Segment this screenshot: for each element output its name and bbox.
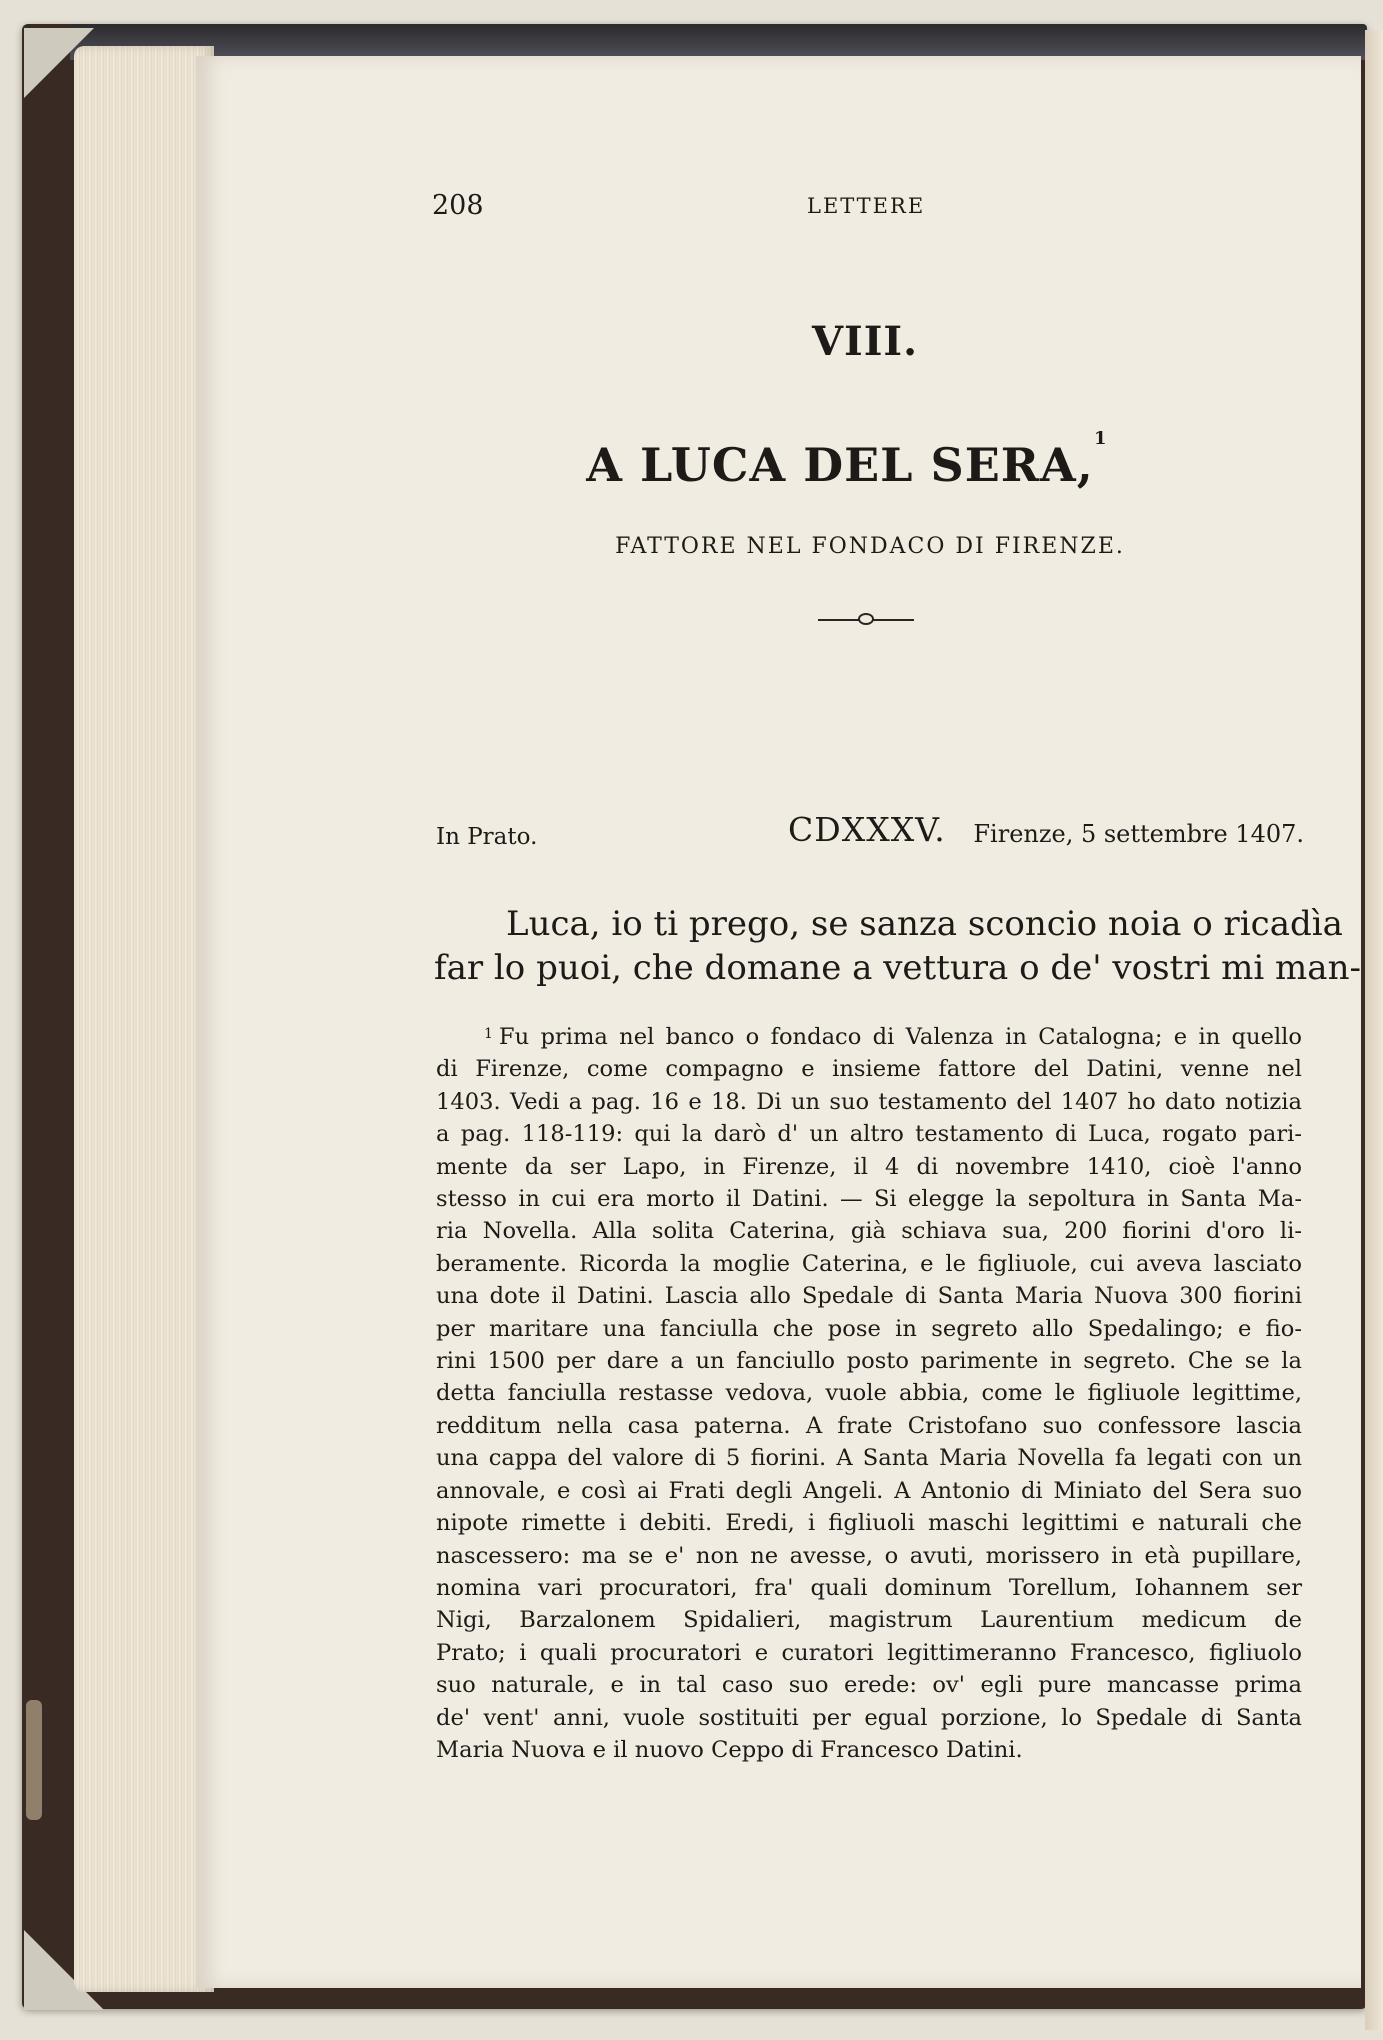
footnote-line bbox=[436, 1018, 1302, 1053]
facing-page-edge bbox=[1365, 30, 1383, 2030]
footnote-line: ria Novella. Alla solita Caterina, già schiava sua, 200 fiorini d'oro li- bbox=[436, 1218, 1302, 1245]
footnote-line: Nigi, Barzalonem Spidalieri, magistrum Laurentium medicum de bbox=[436, 1607, 1302, 1634]
page-stack-edges bbox=[74, 46, 214, 1992]
footnote-line: mente da ser Lapo, in Firenze, il 4 di novembre 1410, cioè l'anno bbox=[436, 1153, 1302, 1180]
letter-subheading: FATTORE NEL FONDACO DI FIRENZE. bbox=[615, 534, 1125, 559]
ornament-divider bbox=[818, 612, 914, 628]
footnote-line: Prato; i quali procuratori e curatori legittimeranno Francesco, figliuolo bbox=[436, 1639, 1302, 1666]
letter-heading: A LUCA DEL SERA, bbox=[586, 438, 1094, 492]
running-title: LETTERE bbox=[807, 194, 926, 218]
footnote-line: de' vent' anni, vuole sostituiti per egual porzione, lo Spedale di Santa bbox=[436, 1704, 1302, 1731]
letter-number: CDXXXV. bbox=[788, 810, 946, 849]
footnote-line: una cappa del valore di 5 fiorini. A Santa Maria Novella fa legati con un bbox=[436, 1445, 1302, 1472]
footnote-line: redditum nella casa paterna. A frate Cristofano suo confessore lascia bbox=[436, 1412, 1302, 1439]
section-numeral: VIII. bbox=[811, 318, 919, 365]
body-line: Luca, io ti prego, se sanza sconcio noia o ricadìa bbox=[506, 904, 1343, 944]
letter-body bbox=[434, 902, 1361, 990]
dateline bbox=[436, 810, 1304, 850]
footnote-line: rini 1500 per dare a un fanciullo posto parimente in segreto. Che se la bbox=[436, 1348, 1302, 1375]
footnote bbox=[436, 1018, 1302, 1766]
body-line: far lo puoi, che domane a vettura o de' vostri mi man- bbox=[434, 948, 1361, 988]
footnote-line: nipote rimette i debiti. Eredi, i figliuoli maschi legittimi e naturali che bbox=[436, 1510, 1302, 1537]
footnote-line: Maria Nuova e il nuovo Ceppo di Francesco Datini. bbox=[436, 1736, 1023, 1763]
running-head bbox=[432, 190, 1302, 220]
footnote-line: una dote il Datini. Lascia allo Spedale di Santa Maria Nuova 300 fiorini bbox=[436, 1283, 1302, 1310]
footnote-line: nomina vari procuratori, fra' quali dominum Torellum, Iohannem ser bbox=[436, 1574, 1302, 1601]
footnote-line-text: Fu prima nel banco o fondaco di Valenza in Catalogna; e in quello bbox=[498, 1024, 1302, 1050]
heading-footnote-ref: 1 bbox=[1094, 428, 1107, 449]
book-cover-top-edge bbox=[70, 24, 1367, 60]
footnote-line: suo naturale, e in tal caso suo erede: ov' egli pure mancasse prima bbox=[436, 1672, 1302, 1699]
footnote-marker: 1 bbox=[484, 1026, 493, 1042]
footnote-line: di Firenze, come compagno e insieme fattore del Datini, venne nel bbox=[436, 1056, 1302, 1083]
dateline-date: Firenze, 5 settembre 1407. bbox=[973, 820, 1304, 848]
footnote-line: stesso in cui era morto il Datini. — Si elegge la sepoltura in Santa Ma- bbox=[436, 1186, 1302, 1213]
footnote-line: beramente. Ricorda la moglie Caterina, e le figliuole, cui aveva lasciato bbox=[436, 1250, 1302, 1277]
page-number: 208 bbox=[432, 190, 484, 221]
footnote-line: per maritare una fanciulla che pose in segreto allo Spedalingo; e fio- bbox=[436, 1315, 1302, 1342]
binding-wear-mark bbox=[26, 1700, 42, 1820]
footnote-line: annovale, e così ai Frati degli Angeli. A Antonio di Miniato del Sera suo bbox=[436, 1477, 1302, 1504]
dateline-place: In Prato. bbox=[436, 824, 538, 850]
footnote-line: 1403. Vedi a pag. 16 e 18. Di un suo testamento del 1407 ho dato notizia bbox=[436, 1088, 1302, 1115]
footnote-line: a pag. 118-119: qui la darò d' un altro testamento di Luca, rogato pari- bbox=[436, 1121, 1302, 1148]
footnote-line: nascessero: ma se e' non ne avesse, o avuti, morissero in età pupillare, bbox=[436, 1542, 1302, 1569]
footnote-line: detta fanciulla restasse vedova, vuole abbia, come le figliuole legittime, bbox=[436, 1380, 1302, 1407]
